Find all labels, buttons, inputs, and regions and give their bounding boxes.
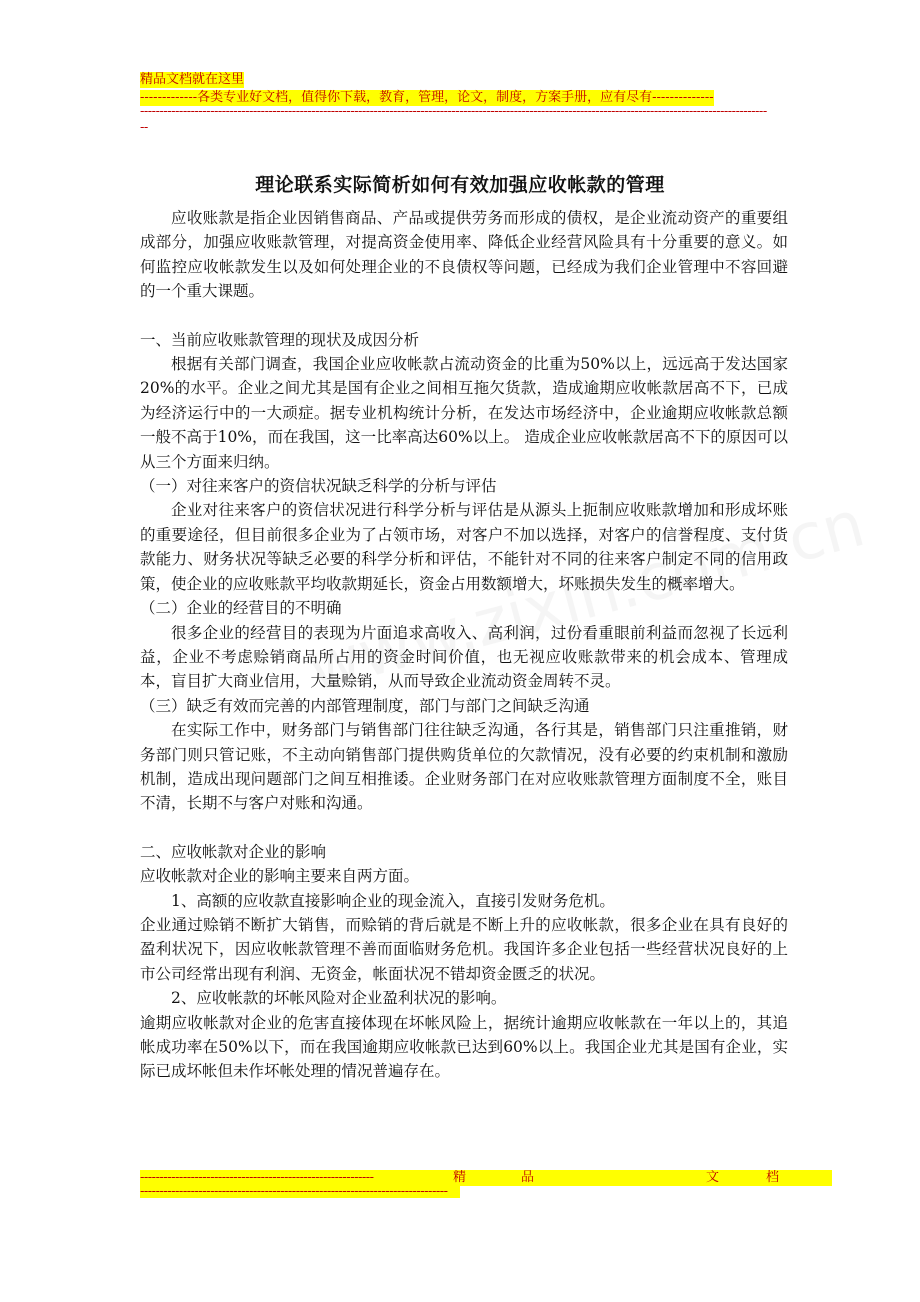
subsection-heading-3: （三）缺乏有效而完善的内部管理制度，部门与部门之间缺乏沟通 [140, 696, 590, 715]
footer-line-1 [140, 1170, 832, 1186]
intro-paragraph: 应收账款是指企业因销售商品、产品或提供劳务而形成的债权，是企业流动资产的重要组成部分，加强应收账款管理，对提高资金使用率、降低企业经营风险具有十分重要的意义。如何监控应收帐款发生以及如何处理企业的不良债权等问题，已经成为我们企业管理中不容回避的一个重大课题。 [140, 209, 788, 301]
header-banner-text: 精品文档就在这里 [140, 72, 245, 87]
footer-word-1: 精 [453, 1170, 467, 1185]
subsection-heading-1: （一）对往来客户的资信状况缺乏科学的分析与评估 [140, 477, 497, 496]
header-line-1 [140, 68, 780, 88]
footer-banner [140, 1170, 832, 1198]
subsection-1-paragraph: 企业对往来客户的资信状况进行科学分析与评估是从源头上扼制应收账款增加和形成坏账的重要途径，但目前很多企业为了占领市场，对客户不加以选择，对客户的信誉程度、支付货款能力、财务状况等缺乏必要的科学分析和评估，不能针对不同的往来客户制定不同的信用政策，使企业的应收账款平均收款期延长，资金占用数额增大，坏账损失发生的概率增大。 [140, 501, 788, 593]
point-1-paragraph: 企业通过赊销不断扩大销售，而赊销的背后就是不断上升的应收帐款，很多企业在具有良好的盈利状况下，因应收帐款管理不善而面临财务危机。我国许多企业包括一些经营状况良好的上市公司经常出现有利润、无资金，帐面状况不错却资金匮乏的状况。 [140, 915, 788, 983]
footer-line-2: ------------------------------------------------------------------------------- [140, 1186, 460, 1198]
point-2-paragraph: 逾期应收帐款对企业的危害直接体现在坏帐风险上，据统计逾期应收帐款在一年以上的，其追帐成功率在50%以下，而在我国逾期应收帐款已达到60%以上。我国企业尤其是国有企业，实际已成坏帐但未作坏帐处理的情况普遍存在。 [140, 1013, 788, 1081]
spacer [140, 304, 788, 328]
point-1-heading: 1、高额的应收款直接影响企业的现金流入，直接引发财务危机。 [171, 891, 615, 910]
header-tagline: -------------各类专业好文档，值得你下载，教育，管理，论文，制度，方案手册，应有尽有-------------- [140, 90, 714, 105]
header-divider [140, 104, 780, 136]
footer-dashes: ------------------------------------------------------------ [140, 1170, 374, 1185]
section-heading-1: 一、当前应收账款管理的现状及成因分析 [140, 330, 420, 349]
header-divider-tail: -- [140, 120, 148, 135]
point-2-heading: 2、应收帐款的坏帐风险对企业盈利状况的影响。 [171, 989, 507, 1008]
subsection-heading-2: （二）企业的经营目的不明确 [140, 599, 342, 618]
section-2-intro: 应收帐款对企业的影响主要来自两方面。 [140, 867, 420, 886]
footer-word-2: 品 [521, 1170, 535, 1185]
footer-word-4: 档 [766, 1170, 780, 1185]
section-heading-2: 二、应收帐款对企业的影响 [140, 842, 327, 861]
spacer [140, 816, 788, 840]
header-divider-dashes: ----------------------------------------------------------------------------------------------------------------------------------------------------------------- [140, 104, 767, 119]
section-1-paragraph: 根据有关部门调查，我国企业应收帐款占流动资金的比重为50%以上，远远高于发达国家20%的水平。企业之间尤其是国有企业之间相互拖欠货款，造成逾期应收帐款居高不下，已成为经济运行中的一大顽症。据专业机构统计分析，在发达市场经济中，企业逾期应收帐款总额一般不高于10%，而在我国，这一比率高达60%以上。 造成企业应收帐款居高不下的原因可以从三个方面来归纳。 [140, 355, 788, 471]
footer-word-3: 文 [706, 1170, 720, 1185]
subsection-2-paragraph: 很多企业的经营目的表现为片面追求高收入、高利润，过份看重眼前利益而忽视了长远利益，企业不考虑赊销商品所占用的资金时间价值，也无视应收账款带来的机会成本、管理成本，盲目扩大商业信用，大量赊销，从而导致企业流动资金周转不灵。 [140, 623, 788, 691]
document-title: 理论联系实际简析如何有效加强应收帐款的管理 [255, 174, 665, 196]
header-line-2 [140, 86, 780, 106]
subsection-3-paragraph: 在实际工作中，财务部门与销售部门往往缺乏沟通，各行其是，销售部门只注重推销，财务部门则只管记账，不主动向销售部门提供购货单位的欠款情况，没有必要的约束机制和激励机制，造成出现问题部门之间互相推诿。企业财务部门在对应收账款管理方面制度不全，账目不清，长期不与客户对账和沟通。 [140, 721, 788, 813]
document-body [140, 206, 788, 1084]
